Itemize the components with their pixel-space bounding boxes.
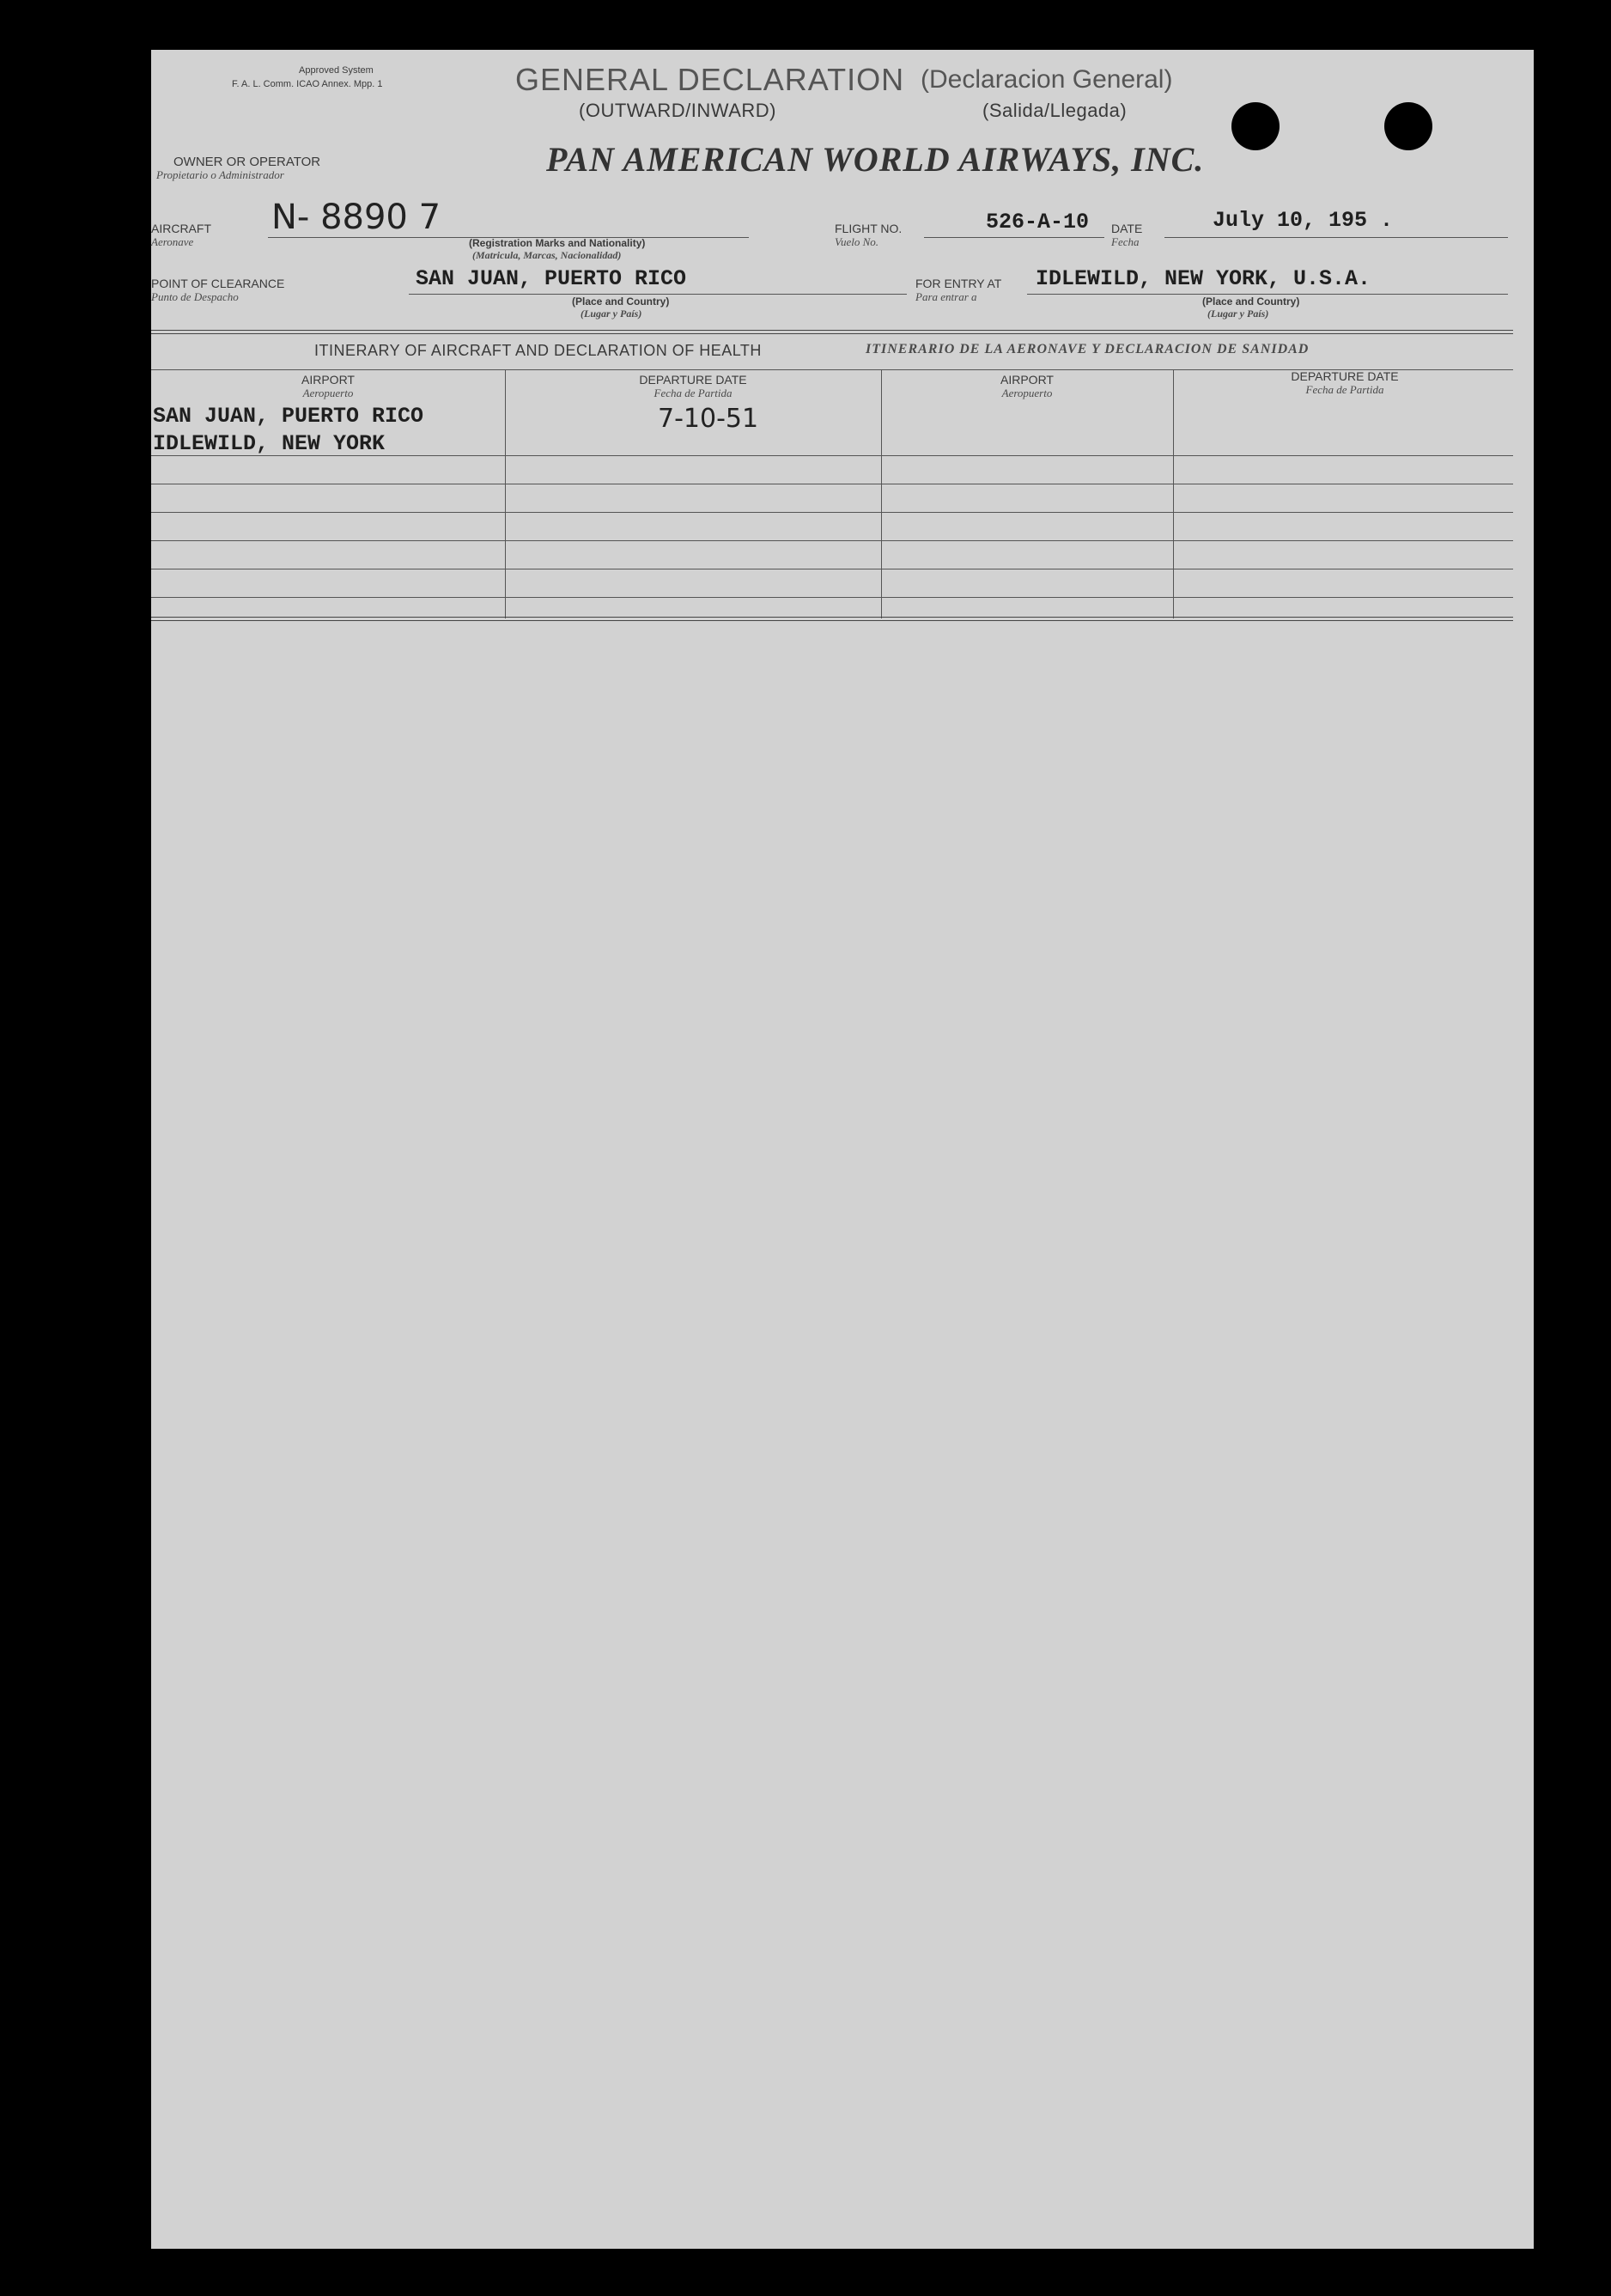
itinerary-col-airport-es: Aeropuerto: [302, 387, 354, 399]
itinerary-row1-airport: SAN JUAN, PUERTO RICO: [153, 404, 424, 429]
form-title-es: (Declaracion General): [921, 65, 1173, 94]
entry-label-es: Para entrar a: [915, 290, 977, 303]
approved-system-label: Approved System: [299, 65, 374, 76]
entry-label: FOR ENTRY AT: [915, 277, 1002, 290]
itinerary-heading-es: ITINERARIO DE LA AERONAVE Y DECLARACION DE SANIDAD: [866, 342, 1310, 356]
declaration-form: [151, 50, 1534, 2249]
approved-system-ref: F. A. L. Comm. ICAO Annex. Mpp. 1: [232, 79, 383, 89]
entry-place-note: (Place and Country): [1202, 295, 1300, 308]
aircraft-label-es: Aeronave: [151, 235, 194, 248]
itinerary-col-date: DEPARTURE DATE: [639, 373, 747, 387]
itinerary-col-airport2: AIRPORT: [1000, 373, 1054, 387]
form-subtitle: (OUTWARD/INWARD): [579, 100, 776, 121]
place-note-es: (Lugar y País): [581, 308, 642, 320]
flight-date: July 10, 195 .: [1213, 208, 1394, 233]
clearance-point: SAN JUAN, PUERTO RICO: [416, 266, 687, 291]
form-subtitle-es: (Salida/Llegada): [982, 100, 1128, 121]
place-note: (Place and Country): [572, 295, 670, 308]
itinerary-col-date2: DEPARTURE DATE: [1291, 369, 1399, 383]
aircraft-label: AIRCRAFT: [151, 222, 211, 235]
flight-number: 526-A-10: [986, 210, 1090, 234]
flight-label-es: Vuelo No.: [835, 235, 879, 248]
entry-place-note-es: (Lugar y País): [1207, 308, 1269, 320]
date-label: DATE: [1111, 222, 1143, 235]
punch-hole: [1231, 102, 1280, 150]
registration-note: (Registration Marks and Nationality): [469, 237, 646, 249]
flight-label: FLIGHT NO.: [835, 222, 903, 235]
clearance-label-es: Punto de Despacho: [151, 290, 239, 303]
owner-label: OWNER OR OPERATOR: [173, 155, 321, 169]
date-label-es: Fecha: [1111, 235, 1140, 248]
itinerary-col-date2-es: Fecha de Partida: [1305, 383, 1384, 396]
aircraft-registration: N- 8890 7: [271, 198, 441, 237]
operator-name: PAN AMERICAN WORLD AIRWAYS, INC.: [546, 140, 1205, 179]
entry-point: IDLEWILD, NEW YORK, U.S.A.: [1036, 266, 1371, 291]
itinerary-col-airport: AIRPORT: [301, 373, 355, 387]
form-title: GENERAL DECLARATION: [515, 62, 905, 97]
itinerary-heading: ITINERARY OF AIRCRAFT AND DECLARATION OF HEALTH: [314, 342, 762, 359]
clearance-label: POINT OF CLEARANCE: [151, 277, 285, 290]
itinerary-row1-date: 7-10-51: [658, 404, 759, 434]
itinerary-col-airport2-es: Aeropuerto: [1001, 387, 1053, 399]
owner-label-es: Propietario o Administrador: [156, 168, 284, 181]
punch-hole: [1384, 102, 1432, 150]
itinerary-row2-airport: IDLEWILD, NEW YORK: [153, 431, 386, 456]
itinerary-col-date-es: Fecha de Partida: [654, 387, 733, 399]
registration-note-es: (Matricula, Marcas, Nacionalidad): [472, 249, 622, 261]
